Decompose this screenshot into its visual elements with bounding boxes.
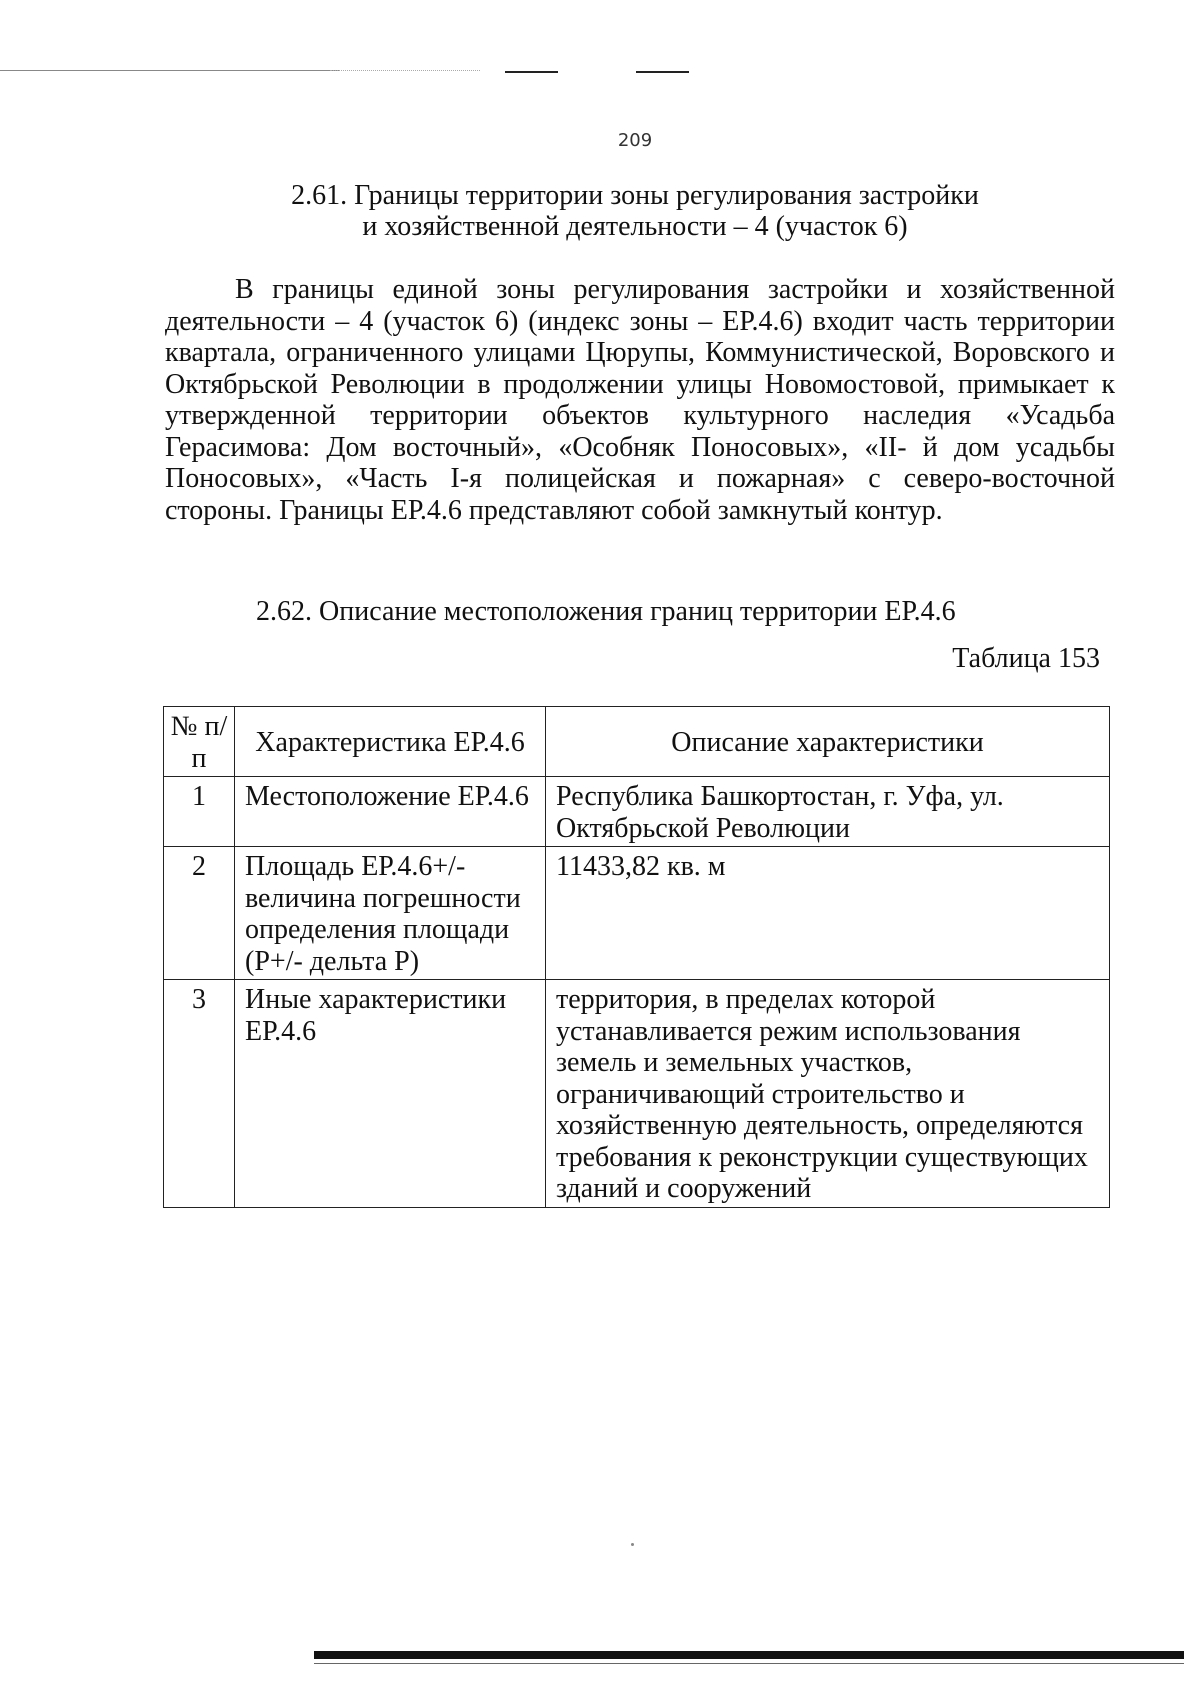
- table-caption: Таблица 153: [952, 643, 1100, 674]
- scan-artifact-bottom-rule: [314, 1651, 1184, 1659]
- row-description: Республика Башкортостан, г. Уфа, ул. Октябрьской Революции: [546, 777, 1110, 847]
- body-paragraph: В границы единой зоны регулирования застройки и хозяйственной деятельности – 4 (участок 6) (индекс зоны – ЕР.4.6) входит часть территории квартала, ограниченного улицами Цюрупы, Коммунистической, Воровского и Октябрьской Революции в продолжении улицы Новомостовой, примыкает к утвержденной территории объектов культурного наследия «Усадьба Герасимова: Дом восточный», «Особняк Поносовых», «II- й дом усадьбы Поносовых», «Часть I-я полицейская и пожарная» с северо-восточной стороны. Границы ЕР.4.6 представляют собой замкнутый контур.: [165, 274, 1115, 526]
- scan-artifact-dash: [505, 71, 558, 73]
- row-description: территория, в пределах которой устанавливается режим использования земель и земельных участков, ограничивающий строительство и хозяйственную деятельность, определяются требования к реконструкции существующих зданий и сооружений: [546, 980, 1110, 1208]
- scan-artifact-bottom-line: [314, 1663, 1184, 1664]
- section-title-line2: и хозяйственной деятельности – 4 (участок 6): [362, 211, 908, 242]
- table-row: [164, 980, 1110, 1208]
- characteristics-table: [163, 706, 1110, 1208]
- row-characteristic: Площадь ЕР.4.6+/- величина погрешности определения площади (Р+/- дельта Р): [235, 847, 546, 980]
- scan-speck: [631, 1543, 634, 1546]
- section-title: [200, 180, 1070, 242]
- page-number: 209: [617, 130, 653, 151]
- row-characteristic: Иные характеристики ЕР.4.6: [235, 980, 546, 1208]
- row-description: 11433,82 кв. м: [546, 847, 1110, 980]
- scan-artifact-dots: [330, 70, 480, 71]
- table-row: [164, 777, 1110, 847]
- header-description: Описание характеристики: [546, 707, 1110, 777]
- header-num: № п/п: [164, 707, 235, 777]
- table-row: [164, 847, 1110, 980]
- table-header-row: [164, 707, 1110, 777]
- header-characteristic: Характеристика ЕР.4.6: [235, 707, 546, 777]
- row-num: 3: [164, 980, 235, 1208]
- scan-artifact-dash: [636, 71, 689, 73]
- row-characteristic: Местоположение ЕР.4.6: [235, 777, 546, 847]
- subsection-title: 2.62. Описание местоположения границ территории ЕР.4.6: [256, 596, 956, 627]
- scan-artifact-line: [0, 70, 340, 71]
- row-num: 1: [164, 777, 235, 847]
- row-num: 2: [164, 847, 235, 980]
- section-title-line1: 2.61. Границы территории зоны регулирования застройки: [291, 180, 979, 211]
